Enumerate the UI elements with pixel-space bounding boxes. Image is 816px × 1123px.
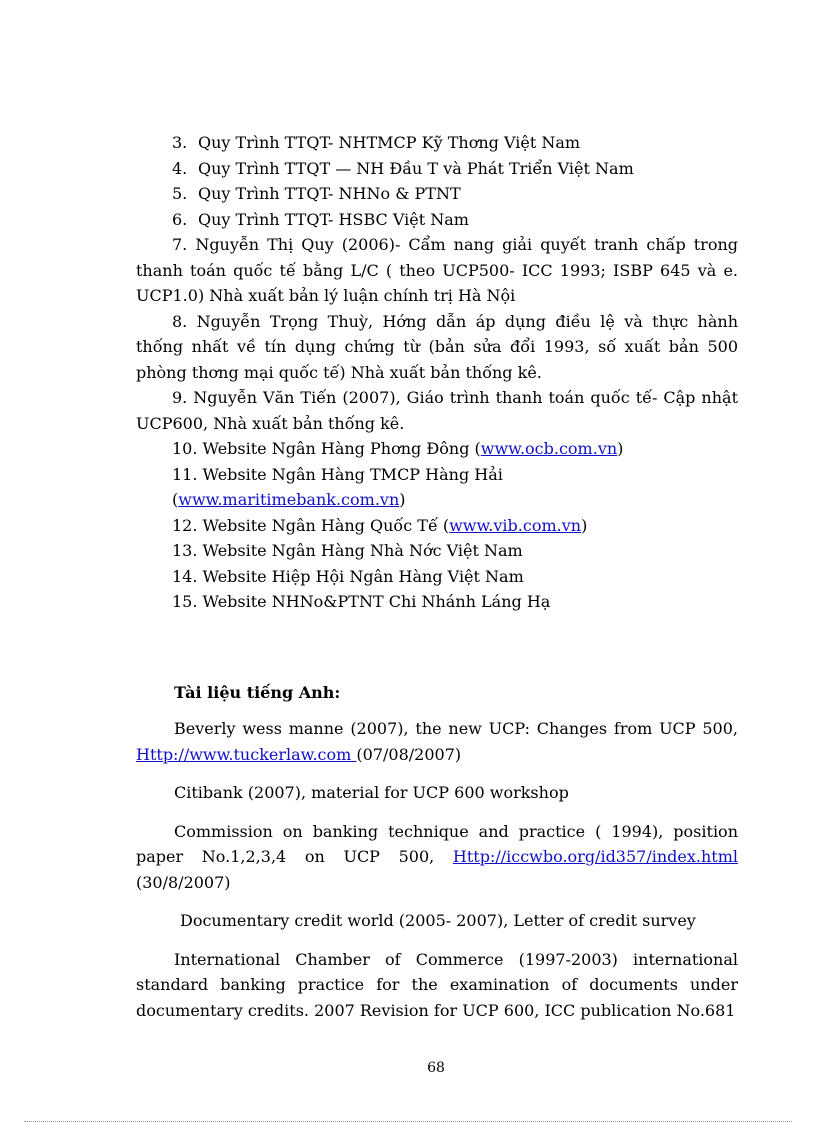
- tuckerlaw-link[interactable]: Http://www.tuckerlaw.com: [136, 744, 357, 764]
- website-number: 12.: [172, 515, 198, 535]
- reference-number: 5.: [172, 184, 188, 203]
- website-text: Website NHNo&PTNT Chi Nhánh Láng Hạ: [202, 592, 551, 611]
- page-number: 68: [427, 1060, 445, 1076]
- website-item: [136, 564, 738, 590]
- website-text: Website Hiệp Hội Ngân Hàng Việt Nam: [202, 566, 524, 586]
- iccwbo-link[interactable]: Http://iccwbo.org/id357/index.html: [452, 847, 738, 866]
- english-reference-item: Documentary credit world (2005- 2007), Letter of credit survey: [180, 911, 696, 930]
- website-text: Website Ngân Hàng Nhà Nớc Việt Nam: [202, 541, 523, 560]
- reference-number: 4.: [172, 158, 188, 178]
- website-after: ): [617, 439, 624, 458]
- page-divider: [24, 1121, 792, 1122]
- reference-date: (30/8/2007): [136, 872, 231, 892]
- reference-text: Beverly wess manne (2007), the new UCP: Changes from UCP 500,: [174, 719, 738, 738]
- reference-item-7: 7. Nguyễn Thị Quy (2006)- Cẩm nang giải quyết tranh chấp trong thanh toán quốc tế bằng L/C ( theo UCP500- ICC 1993; ISBP 645 và e. UCP1.0) Nhà xuất bản lý luận chính trị Hà Nội: [136, 235, 738, 305]
- website-after: ): [581, 515, 588, 535]
- vietnamese-references: [136, 130, 738, 615]
- website-text: Website Ngân Hàng Quốc Tế (: [202, 515, 450, 535]
- website-item: [136, 589, 738, 615]
- reference-text: Commission on banking technique and practice ( 1994), position paper No.1,2,3,4 on UCP 500,: [136, 821, 738, 866]
- english-reference-item: Citibank (2007), material for UCP 600 workshop: [174, 783, 569, 802]
- reference-text: Quy Trình TTQT- NHNo & PTNT: [198, 184, 461, 203]
- website-number: 15.: [172, 592, 198, 611]
- reference-item: [136, 181, 738, 207]
- english-references-heading: Tài liệu tiếng Anh:: [174, 683, 341, 702]
- website-link[interactable]: www.ocb.com.vn: [480, 439, 618, 458]
- website-link[interactable]: www.vib.com.vn: [449, 515, 582, 535]
- reference-item-9: 9. Nguyễn Văn Tiến (2007), Giáo trình thanh toán quốc tế- Cập nhật UCP600, Nhà xuất bản thống kê.: [136, 388, 738, 433]
- reference-number: 6.: [172, 209, 188, 229]
- website-item: [136, 538, 738, 564]
- website-number: 11.: [172, 464, 198, 484]
- website-after: ): [399, 490, 406, 509]
- website-text: Website Ngân Hàng Phơng Đông (: [202, 439, 481, 458]
- reference-item: [136, 207, 738, 233]
- website-link[interactable]: www.maritimebank.com.vn: [178, 490, 400, 509]
- reference-text: Quy Trình TTQT- NHTMCP Kỹ Thơng Việt Nam: [198, 133, 581, 152]
- english-reference-item: [136, 819, 738, 896]
- reference-item: [136, 130, 738, 156]
- website-number: 10.: [172, 439, 198, 458]
- website-number: 14.: [172, 566, 198, 586]
- website-item: [136, 462, 738, 513]
- english-reference-item: [136, 716, 738, 767]
- website-item: [136, 436, 738, 462]
- reference-date: (07/08/2007): [356, 744, 462, 764]
- english-reference-item: International Chamber of Commerce (1997-2003) international standard banking practice for the examination of documents under documentary credits. 2007 Revision for UCP 600, ICC publication No.681: [136, 949, 738, 1020]
- reference-item-8: 8. Nguyễn Trọng Thuỳ, Hớng dẫn áp dụng điều lệ và thực hành thống nhất về tín dụng chứng từ (bản sửa đổi 1993, số xuất bản 500 phòng thơng mại quốc tế) Nhà xuất bản thống kê.: [136, 311, 738, 382]
- website-text: Website Ngân Hàng TMCP Hàng Hải (: [172, 464, 503, 509]
- english-references: [136, 716, 738, 1036]
- reference-text: Quy Trình TTQT — NH Đầu T và Phát Triển Việt Nam: [198, 158, 634, 178]
- reference-item: [136, 156, 738, 182]
- website-item: [136, 513, 738, 539]
- website-number: 13.: [172, 541, 198, 560]
- reference-text: Quy Trình TTQT- HSBC Việt Nam: [198, 209, 469, 229]
- reference-number: 3.: [172, 133, 188, 152]
